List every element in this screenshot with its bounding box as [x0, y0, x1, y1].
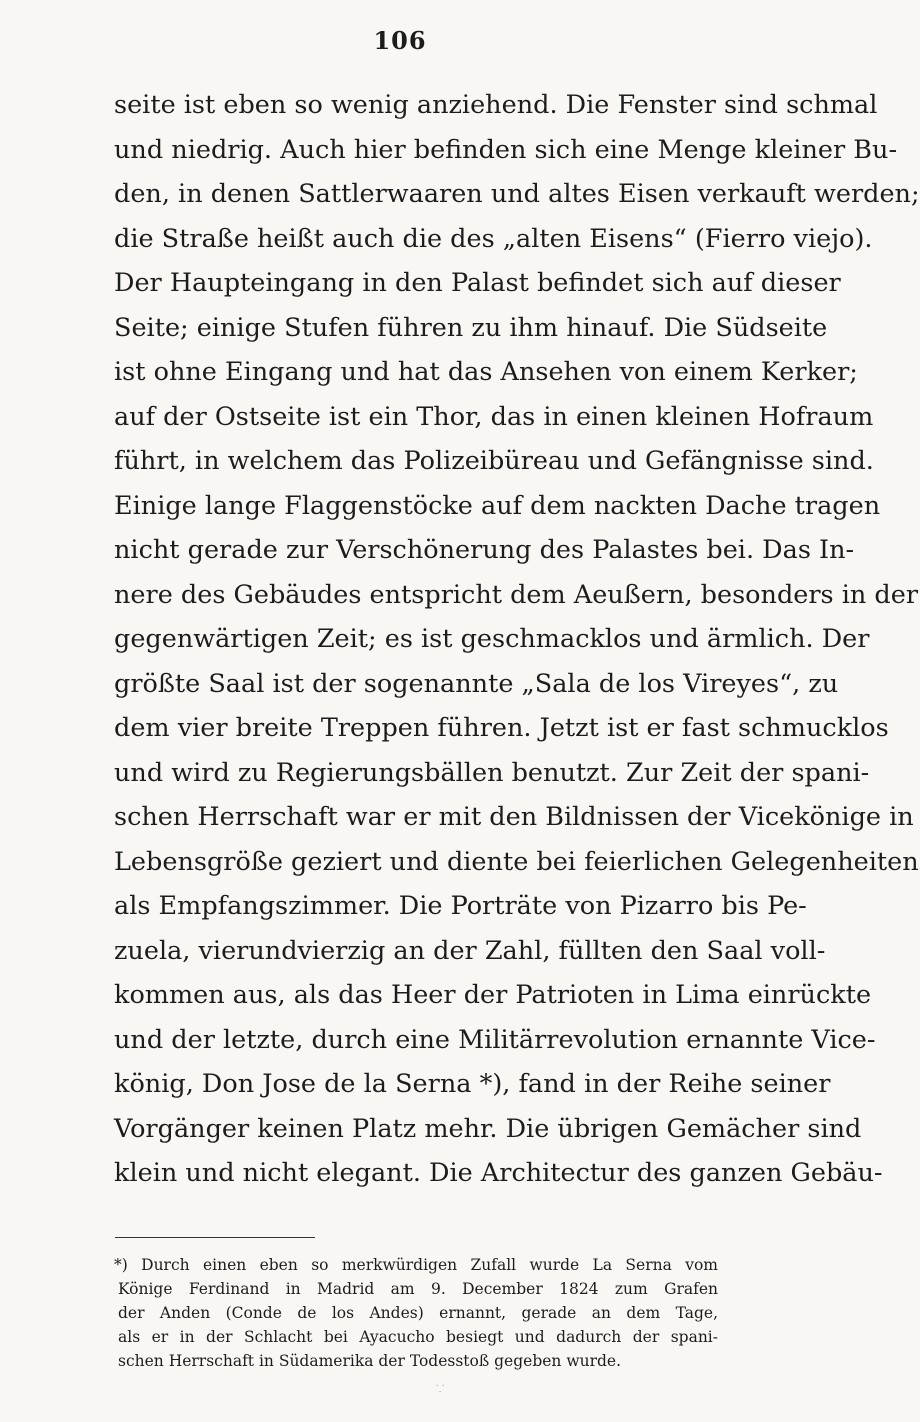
- text-line: führt, in welchem das Polizeibüreau und Gefängnisse sind.: [114, 446, 874, 476]
- text-line: Einige lange Flaggenstöcke auf dem nackten Dache tragen: [114, 490, 881, 521]
- text-line: dem vier breite Treppen führen. Jetzt ist er fast schmucklos: [114, 713, 889, 743]
- text-line: Seite; einige Stufen führen zu ihm hinauf. Die Südseite: [114, 312, 828, 343]
- text-line: und wird zu Regierungsbällen benutzt. Zur Zeit der spani-: [114, 757, 870, 788]
- text-line: Lebensgröße geziert und diente bei feierlichen Gelegenheiten: [114, 846, 919, 877]
- text-line: Vorgänger keinen Platz mehr. Die übrigen Gemächer sind: [114, 1113, 862, 1144]
- footnote-line: als er in der Schlacht bei Ayacucho besiegt und dadurch der spani-: [118, 1328, 718, 1346]
- text-line: kommen aus, als das Heer der Patrioten in Lima einrückte: [114, 980, 872, 1010]
- body-text: [114, 83, 920, 1196]
- footnote: [114, 1253, 718, 1373]
- footnote-line: *) Durch einen eben so merkwürdigen Zufall wurde La Serna vom: [114, 1256, 718, 1274]
- footnote-rule: [115, 1237, 315, 1238]
- footnote-line: der Anden (Conde de los Andes) ernannt, gerade an dem Tage,: [118, 1304, 718, 1322]
- text-line: klein und nicht elegant. Die Architectur des ganzen Gebäu-: [114, 1158, 883, 1188]
- text-line: als Empfangszimmer. Die Porträte von Pizarro bis Pe-: [114, 891, 807, 921]
- text-line: Der Haupteingang in den Palast befindet sich auf dieser: [114, 268, 841, 298]
- text-line: größte Saal ist der sogenannte „Sala de los Vireyes“, zu: [114, 668, 839, 699]
- text-line: könig, Don Jose de la Serna *), fand in der Reihe seiner: [114, 1069, 831, 1099]
- text-line: und niedrig. Auch hier befinden sich eine Menge kleiner Bu-: [114, 134, 898, 165]
- text-line: auf der Ostseite ist ein Thor, das in einen kleinen Hofraum: [114, 401, 874, 432]
- page-number: 106: [373, 26, 427, 55]
- text-line: gegenwärtigen Zeit; es ist geschmacklos und ärmlich. Der: [114, 624, 870, 654]
- text-line: zuela, vierundvierzig an der Zahl, füllten den Saal voll-: [114, 935, 826, 966]
- text-line: den, in denen Sattlerwaaren und altes Eisen verkauft werden;: [114, 179, 920, 209]
- text-line: seite ist eben so wenig anziehend. Die Fenster sind schmal: [114, 90, 878, 120]
- text-line: schen Herrschaft war er mit den Bildnissen der Vicekönige in: [114, 802, 914, 832]
- text-line: die Straße heißt auch die des „alten Eisens“ (Fierro viejo).: [114, 223, 873, 254]
- print-speck: ⸪: [436, 1384, 445, 1395]
- text-line: nicht gerade zur Verschönerung des Palastes bei. Das In-: [114, 535, 855, 565]
- text-line: nere des Gebäudes entspricht dem Aeußern, besonders in der: [114, 579, 919, 610]
- text-line: und der letzte, durch eine Militärrevolution ernannte Vice-: [114, 1024, 876, 1055]
- text-line: ist ohne Eingang und hat das Ansehen von einem Kerker;: [114, 357, 858, 387]
- footnote-line: schen Herrschaft in Südamerika der Todesstoß gegeben wurde.: [118, 1352, 622, 1370]
- footnote-line: Könige Ferdinand in Madrid am 9. December 1824 zum Grafen: [118, 1280, 718, 1298]
